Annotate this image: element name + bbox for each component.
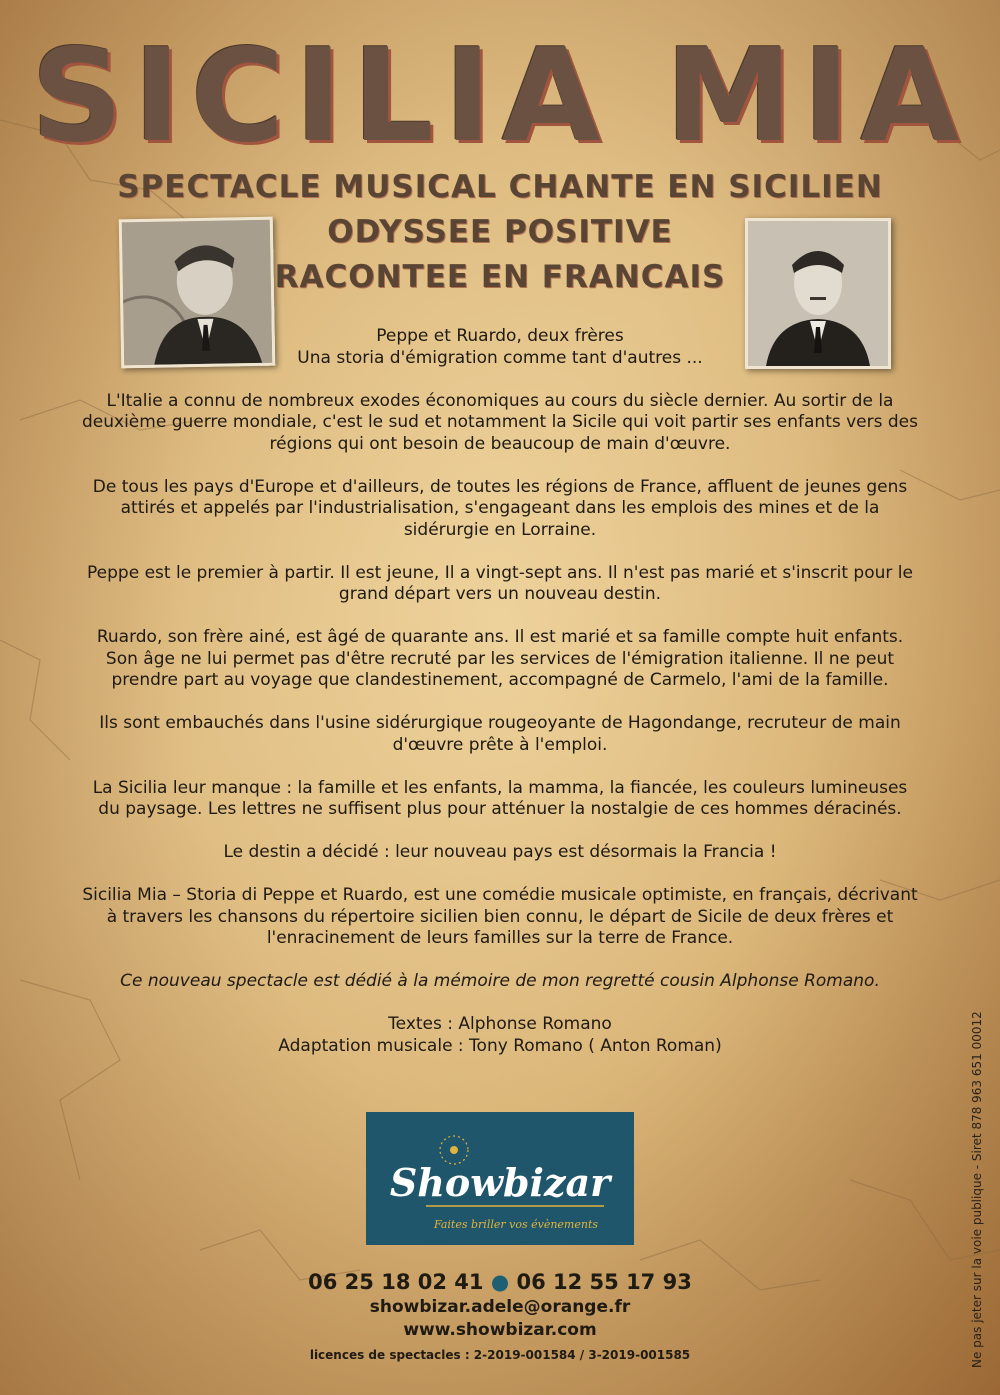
paragraph: De tous les pays d'Europe et d'ailleurs, de toutes les régions de France, affluent de jeunes gens attirés et appelés par l'industrialisation, s'engageant dans les emplois des mines et de la sidérurgie en Lorraine. [92, 476, 908, 540]
paragraph: Le destin a décidé : leur nouveau pays est désormais la Francia ! [223, 842, 777, 862]
intro-line: Peppe et Ruardo, deux frères [376, 326, 624, 346]
legal-side-note: Ne pas jeter sur la voie publique - Siret 878 963 651 00012 [970, 1011, 984, 1368]
phone-1[interactable]: 06 25 18 02 41 [308, 1270, 484, 1294]
intro [80, 326, 920, 369]
logo-tagline: Faites briller vos évènements [433, 1218, 599, 1231]
credits [80, 1014, 920, 1057]
paragraph: Ruardo, son frère ainé, est âgé de quarante ans. Il est marié et sa famille compte huit enfants. Son âge ne lui permet pas d'être recruté par les services de l'émigration italienne. Il ne peut prendre part au voyage que clandestinement, accompagné de Carmelo, l'ami de la famille. [96, 627, 904, 690]
paragraph: La Sicilia leur manque : la famille et les enfants, la mamma, la fiancée, les couleurs lumineuses du paysage. Les lettres ne suffisent plus pour atténuer la nostalgie de ces hommes déracinés. [92, 777, 908, 819]
paragraph: L'Italie a connu de nombreux exodes économiques au cours du siècle dernier. Au sortir de la deuxième guerre mondiale, c'est le sud et notamment la Sicile qui voit partir ses enfants vers des régions qui ont besoin de beaucoup de main d'œuvre. [82, 390, 918, 454]
credits-texts: Textes : Alphonse Romano [388, 1014, 612, 1034]
contact-block [0, 1268, 1000, 1366]
paragraph: Ils sont embauchés dans l'usine sidérurgique rougeoyante de Hagondange, recruteur de main d'œuvre prête à l'emploi. [99, 713, 901, 755]
phone-separator-icon: ● [490, 1270, 510, 1294]
story-text [80, 326, 920, 1079]
credits-music: Adaptation musicale : Tony Romano ( Anton Roman) [278, 1035, 722, 1056]
showbizar-logo-art [366, 1112, 634, 1245]
dedication-text: Ce nouveau spectacle est dédié à la mémoire de mon regretté cousin Alphonse Romano. [120, 971, 880, 991]
subtitle-line-2: ODYSSEE POSITIVE [327, 214, 673, 250]
logo-name: Showbizar [389, 1160, 611, 1205]
phone-2[interactable]: 06 12 55 17 93 [516, 1270, 692, 1294]
email-link[interactable]: showbizar.adele@orange.fr [369, 1297, 631, 1317]
phone-numbers [0, 1268, 1000, 1296]
dedication [80, 971, 920, 993]
intro-line: Una storia d'émigration comme tant d'autres ... [297, 347, 703, 368]
subtitle-line-1: SPECTACLE MUSICAL CHANTE EN SICILIEN [117, 169, 883, 205]
subtitle-line-3: RACONTEE EN FRANCAIS [274, 259, 726, 295]
paragraph: Peppe est le premier à partir. Il est jeune, Il a vingt-sept ans. Il n'est pas marié et s'inscrit pour le grand départ vers un nouveau destin. [87, 562, 913, 604]
showbizar-logo [366, 1112, 634, 1245]
show-title: SICILIA MIA [30, 22, 970, 171]
website-link[interactable]: www.showbizar.com [403, 1320, 597, 1340]
paragraph: Sicilia Mia – Storia di Peppe et Ruardo, est une comédie musicale optimiste, en français, décrivant à travers les chansons du répertoire sicilien bien connu, le départ de Sicile de deux frères et l'enracinement de leurs familles sur la terre de France. [82, 885, 918, 948]
licences-text: licences de spectacles : 2-2019-001584 / 3-2019-001585 [309, 1348, 691, 1362]
